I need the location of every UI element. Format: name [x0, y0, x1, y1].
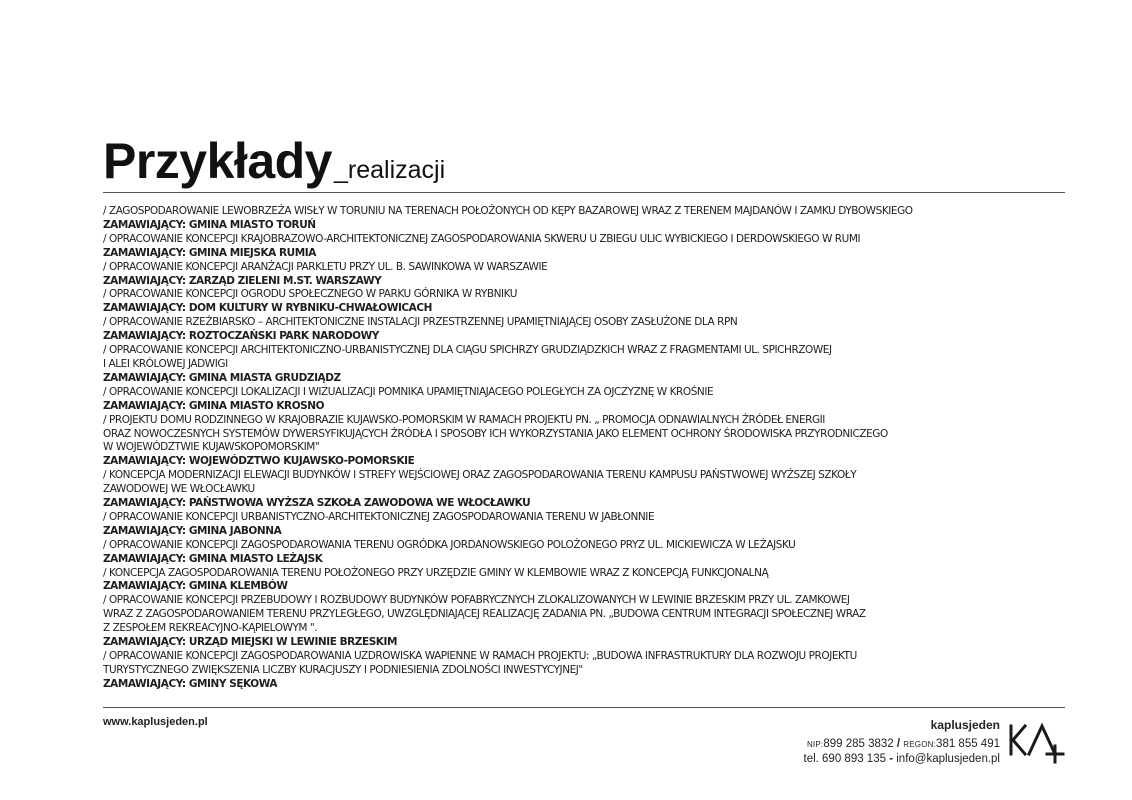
project-entry: [103, 539, 1063, 567]
project-client: ZAMAWIAJĄCY: ROZTOCZAŃSKI PARK NARODOWY: [103, 330, 379, 343]
project-entry: [103, 316, 1063, 344]
project-description-continued: Z ZESPOŁEM REKREACYJNO-KĄPIELOWYM ".: [103, 622, 318, 635]
project-client: ZAMAWIAJĄCY: GMINA MIASTO KROSNO: [103, 399, 325, 412]
project-description-continued: ORAZ NOWOCZESNYCH SYSTEMÓW DYWERSYFIKUJĄCYCH ŹRÓDŁA I SPOSOBY ICH WYKORZYSTANIA JAKO ELEMENT OCHRONY ŚRODOWISKA PRZYRODNICZEGO: [103, 427, 888, 440]
separator: /: [896, 738, 901, 750]
email-link[interactable]: info@kaplusjeden.pl: [896, 753, 1000, 765]
brand-name: kaplusjeden: [930, 718, 1000, 732]
project-entry: [103, 386, 1063, 414]
top-divider: [103, 192, 1065, 193]
project-entry: [103, 344, 1063, 386]
project-entry: [103, 288, 1063, 316]
nip-value: 899 285 3832: [823, 738, 894, 750]
project-entry: [103, 233, 1063, 261]
project-description-continued: ZAWODOWEJ WE WŁOCŁAWKU: [103, 483, 255, 496]
project-description: / OPRACOWANIE KONCEPCJI ZAGOSPODAROWANIA UZDROWISKA WAPIENNE W RAMACH PROJEKTU: „BUDOWA INFRASTRUKTURY DLA ROZWOJU PROJEKTU: [103, 650, 857, 662]
project-description: / OPRACOWANIE KONCEPCJI ARCHITEKTONICZNO-URBANISTYCZNEJ DLA CIĄGU SPICHRZY GRUDZIĄDZKICH WRAZ Z FRAGMENTAMI UL. SPICHRZOWEJ: [103, 344, 832, 357]
project-client: ZAMAWIAJĄCY: WOJEWÓDZTWO KUJAWSKO-POMORSKIE: [103, 455, 415, 468]
project-description: / OPRACOWANIE KONCEPCJI URBANISTYCZNO-ARCHITEKTONICZNEJ ZAGOSPODAROWANIA TERENU W JABŁONNIE: [103, 510, 655, 523]
nip-label: NIP:: [806, 740, 824, 749]
website-link[interactable]: www.kaplusjeden.pl: [103, 716, 208, 728]
project-description: / OPRACOWANIE KONCEPCJI LOKALIZACJI I WIZUALIZACJI POMNIKA UPAMIĘTNIAJACEGO POLEGŁYCH ZA OJCZYZNĘ W KROŚNIE: [103, 385, 714, 398]
project-client: ZAMAWIAJĄCY: URZĄD MIEJSKI W LEWINIE BRZESKIM: [103, 636, 397, 649]
ka-plus-logo-icon: [1008, 722, 1066, 764]
project-entry: [103, 205, 1063, 233]
project-description: / OPRACOWANIE KONCEPCJI PRZEBUDOWY I ROZBUDOWY BUDYNKÓW POFABRYCZNYCH ZLOKALIZOWANYCH W LEWINIE BRZESKIM PRZY UL. ZAMKOWEJ: [103, 594, 850, 607]
project-client: ZAMAWIAJĄCY: GMINA MIASTA GRUDZIĄDZ: [103, 371, 341, 384]
project-client: ZAMAWIAJĄCY: PAŃSTWOWA WYŻSZA SZKOŁA ZAWODOWA WE WŁOCŁAWKU: [103, 497, 531, 510]
project-client: ZAMAWIAJĄCY: DOM KULTURY W RYBNIKU-CHWAŁOWICACH: [103, 302, 432, 315]
project-description: / OPRACOWANIE KONCEPCJI ZAGOSPODAROWANIA TERENU OGRÓDKA JORDANOWSKIEGO POLOŻONEGO PRYZ UL. MICKIEWICZA W LEŻAJSKU: [103, 538, 796, 551]
projects-list: [103, 205, 1063, 692]
project-description-continued: W WOJEWÓDZTWIE KUJAWSKOPOMORSKIM": [103, 441, 320, 454]
project-description: / OPRACOWANIE KONCEPCJI ARANŻACJI PARKLETU PRZY UL. B. SAWINKOWA W WARSZAWIE: [103, 260, 548, 273]
project-description-continued: I ALEI KRÓLOWEJ JADWIGI: [103, 357, 228, 370]
project-entry: [103, 650, 1063, 692]
project-description-continued: WRAZ Z ZAGOSPODAROWANIEM TERENU PRZYLEGŁEGO, UWZGLĘDNIAJĄCEJ REALIZACJĘ ZADANIA PN. „BUDOWA CENTRUM INTEGRACJI SPOŁECZNEJ WRAZ: [103, 608, 866, 621]
project-entry: [103, 414, 1063, 470]
project-client: ZAMAWIAJĄCY: GMINA MIASTO LEŻAJSK: [103, 552, 323, 565]
page-title: [103, 132, 445, 190]
regon-label: REGON:: [903, 740, 937, 749]
project-entry: [103, 469, 1063, 511]
phone: tel. 690 893 135: [803, 753, 886, 765]
registry-line: [804, 737, 1001, 752]
project-description-continued: TURYSTYCZNEGO ZWIĘKSZENIA LICZBY KURACJUSZY I PODNIESIENIA ZDOLNOŚCI INWESTYCYJNEJ": [103, 663, 583, 676]
title-main: Przykłady: [103, 133, 332, 189]
project-description: / PROJEKTU DOMU RODZINNEGO W KRAJOBRAZIE KUJAWSKO-POMORSKIM W RAMACH PROJEKTU PN. „ PROMOCJA ODNAWIALNYCH ŹRÓDEŁ ENERGII: [103, 413, 825, 426]
project-client: ZAMAWIAJĄCY: GMINA MIASTO TORUŃ: [103, 218, 316, 231]
project-description: / OPRACOWANIE KONCEPCJI KRAJOBRAZOWO-ARCHITEKTONICZNEJ ZAGOSPODAROWANIA SKWERU U ZBIEGU ULIC WYBICKIEGO I DERDOWSKIEGO W RUMI: [103, 232, 861, 245]
project-entry: [103, 567, 1063, 595]
bottom-divider: [103, 707, 1065, 708]
project-client: ZAMAWIAJĄCY: GMINY SĘKOWA: [103, 677, 278, 690]
project-description: / KONCEPCJA ZAGOSPODAROWANIA TERENU POŁOŻONEGO PRZY URZĘDZIE GMINY W KLEMBOWIE WRAZ Z KONCEPCJĄ FUNKCJONALNĄ: [103, 566, 769, 579]
project-client: ZAMAWIAJĄCY: GMINA MIEJSKA RUMIA: [103, 246, 316, 259]
project-entry: [103, 261, 1063, 289]
project-client: ZAMAWIAJĄCY: GMINA KLEMBÓW: [103, 580, 288, 593]
separator: -: [889, 753, 894, 765]
project-description: / KONCEPCJA MODERNIZACJI ELEWACJI BUDYNKÓW I STREFY WEJŚCIOWEJ ORAZ ZAGOSPODAROWANIA TERENU KAMPUSU PAŃSTWOWEJ WYŻSZEJ SZKOŁY: [103, 469, 857, 482]
phone-email-line: [804, 752, 1001, 767]
project-description: / OPRACOWANIE RZEŹBIARSKO – ARCHITEKTONICZNE INSTALACJI PRZESTRZENNEJ UPAMIĘTNIAJĄCEJ OSOBY ZASŁUŻONE DLA RPN: [103, 316, 738, 329]
project-client: ZAMAWIAJĄCY: ZARZĄD ZIELENI M.ST. WARSZAWY: [103, 274, 382, 287]
title-sub: _realizacji: [333, 156, 446, 184]
project-entry: [103, 594, 1063, 650]
contact-block: [804, 718, 1001, 767]
project-entry: [103, 511, 1063, 539]
regon-value: 381 855 491: [936, 738, 1000, 750]
project-description: / ZAGOSPODAROWANIE LEWOBRZEŻA WISŁY W TORUNIU NA TERENACH POŁOŻONYCH OD KĘPY BAZAROWEJ WRAZ Z TERENEM MAJDANÓW I ZAMKU DYBOWSKIEGO: [103, 205, 913, 217]
project-client: ZAMAWIAJĄCY: GMINA JABONNA: [103, 524, 282, 537]
project-description: / OPRACOWANIE KONCEPCJI OGRODU SPOŁECZNEGO W PARKU GÓRNIKA W RYBNIKU: [103, 288, 518, 301]
